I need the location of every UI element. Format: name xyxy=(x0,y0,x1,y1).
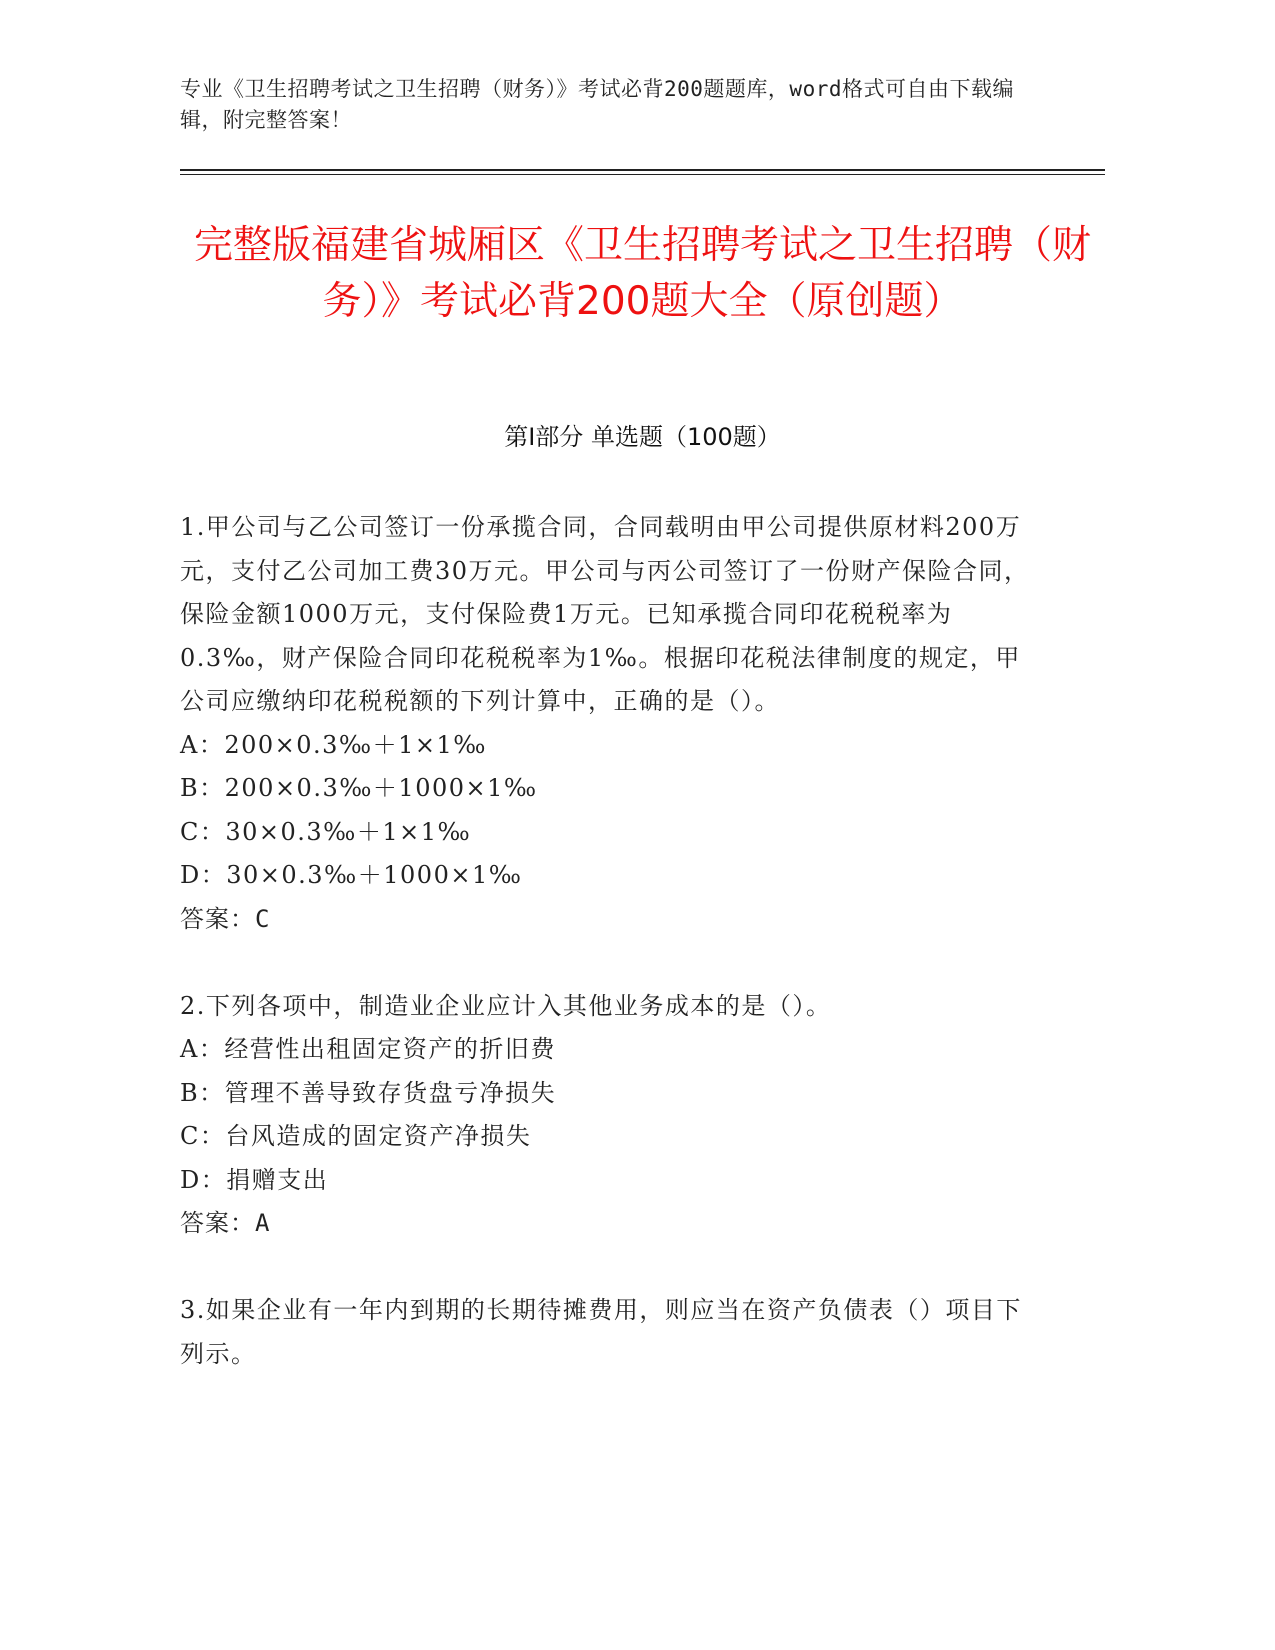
question-3 xyxy=(180,1289,1040,1376)
answer-label: 答案： xyxy=(180,904,255,933)
question-1 xyxy=(180,506,1040,941)
question-stem: 2.下列各项中，制造业企业应计入其他业务成本的是（）。 xyxy=(180,991,832,1020)
section-heading: 第Ⅰ部分 单选题（100题） xyxy=(504,423,781,451)
answer-line xyxy=(180,1202,1040,1246)
header-divider-thin xyxy=(180,174,1105,175)
option-b: B：管理不善导致存货盘亏净损失 xyxy=(180,1078,557,1107)
option-c: C：台风造成的固定资产净损失 xyxy=(180,1122,532,1150)
option-a: A：200×0.3‰＋1×1‰ xyxy=(180,730,487,759)
header-note: 专业《卫生招聘考试之卫生招聘（财务）》考试必背200题题库，word格式可自由下载编辑，附完整答案！ xyxy=(180,77,1014,132)
header-divider-thick xyxy=(180,169,1105,171)
question-stem: 1.甲公司与乙公司签订一份承揽合同，合同载明由甲公司提供原材料200万元，支付乙公司加工费30万元。甲公司与丙公司签订了一份财产保险合同，保险金额1000万元，支付保险费1万元。已知承揽合同印花税税率为0.3‰，财产保险合同印花税税率为1‰。根据印花税法律制度的规定，甲公司应缴纳印花税税额的下列计算中，正确的是（）。 xyxy=(180,513,1030,715)
option-d: D：30×0.3‰＋1000×1‰ xyxy=(180,861,523,889)
question-list xyxy=(180,506,1040,1420)
option-b: B：200×0.3‰＋1000×1‰ xyxy=(180,774,538,802)
question-2 xyxy=(180,985,1040,1246)
answer-value: C xyxy=(255,904,271,933)
option-d: D：捐赠支出 xyxy=(180,1165,329,1194)
question-stem: 3.如果企业有一年内到期的长期待摊费用，则应当在资产负债表（）项目下列示。 xyxy=(180,1296,1022,1368)
answer-value: A xyxy=(255,1209,271,1237)
answer-line xyxy=(180,898,1040,942)
document-title: 完整版福建省城厢区《卫生招聘考试之卫生招聘（财务）》考试必背200题大全（原创题） xyxy=(193,223,1091,324)
option-c: C：30×0.3‰＋1×1‰ xyxy=(180,817,472,846)
option-a: A：经营性出租固定资产的折旧费 xyxy=(180,1035,556,1063)
answer-label: 答案： xyxy=(180,1209,255,1237)
